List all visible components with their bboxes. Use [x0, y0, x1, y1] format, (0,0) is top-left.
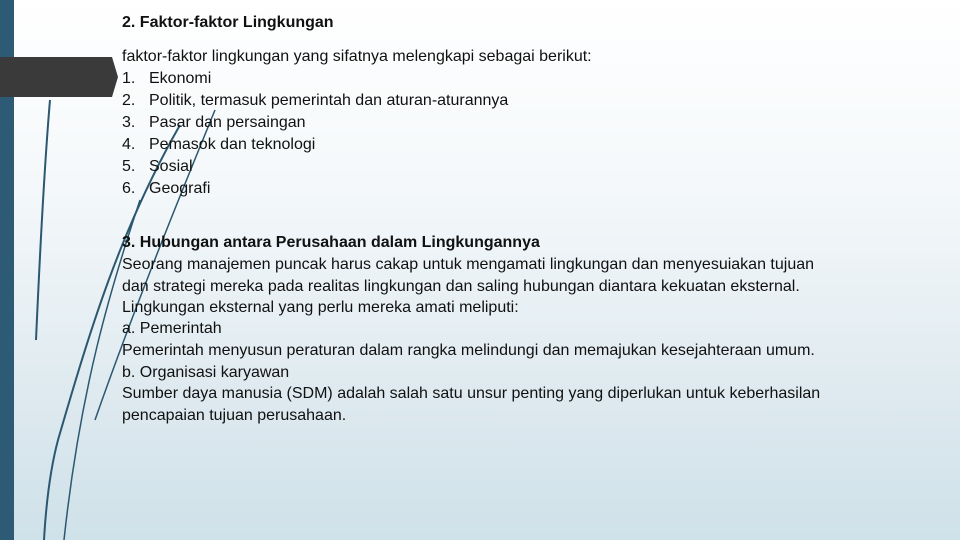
paragraph-line: Seorang manajemen puncak harus cakap untuk mengamati lingkungan dan menyesuiakan tujuan	[122, 256, 815, 273]
paragraph-line: Sumber daya manusia (SDM) adalah salah satu unsur penting yang diperlukan untuk keberhasilan	[122, 385, 821, 402]
paragraph-line: pencapaian tujuan perusahaan.	[122, 407, 347, 424]
paragraph-line: b. Organisasi karyawan	[122, 364, 290, 381]
paragraph-line: a. Pemerintah	[122, 320, 222, 337]
paragraph-line: Lingkungan eksternal yang perlu mereka amati meliputi:	[122, 299, 519, 316]
section2-intro: faktor-faktor lingkungan yang sifatnya melengkapi sebagai berikut:	[122, 48, 592, 65]
decor-curve-1	[36, 100, 50, 340]
arrow-tab-icon	[0, 57, 118, 97]
list-item: 1. Ekonomi	[122, 70, 212, 87]
paragraph-line: dan strategi mereka pada realitas lingkungan dan saling hubungan diantara kekuatan eksternal.	[122, 278, 800, 295]
section2-title: 2. Faktor-faktor Lingkungan	[122, 14, 334, 31]
section3-title: 3. Hubungan antara Perusahaan dalam Lingkungannya	[122, 234, 540, 251]
list-item: 5. Sosial	[122, 158, 193, 175]
list-item: 3. Pasar dan persaingan	[122, 114, 306, 131]
list-item: 4. Pemasok dan teknologi	[122, 136, 316, 153]
left-sidebar-band	[0, 0, 14, 540]
list-item: 2. Politik, termasuk pemerintah dan aturan-aturannya	[122, 92, 509, 109]
paragraph-line: Pemerintah menyusun peraturan dalam rangka melindungi dan memajukan kesejahteraan umum.	[122, 342, 815, 359]
list-item: 6. Geografi	[122, 180, 211, 197]
